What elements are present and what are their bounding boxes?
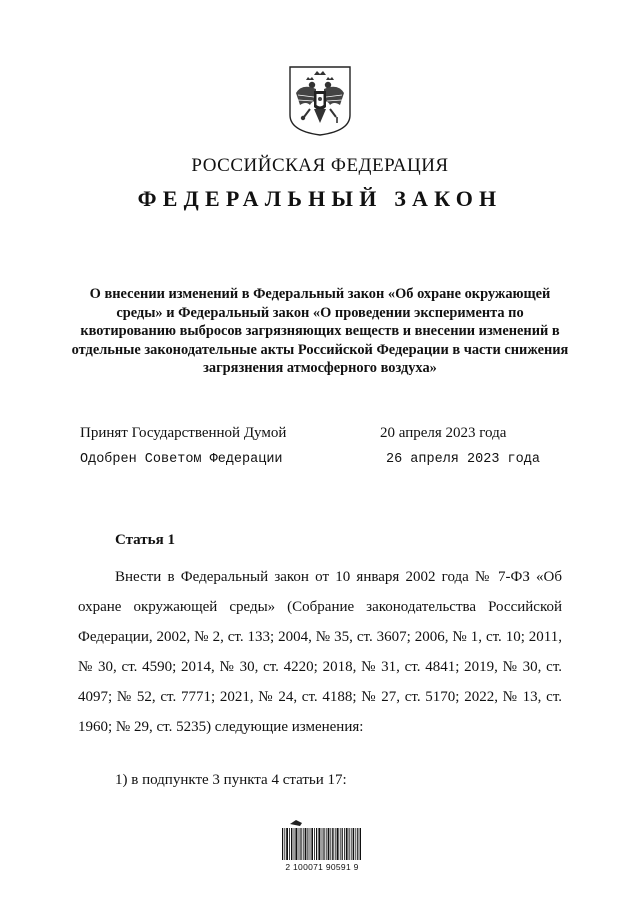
article-paragraph: Внести в Федеральный закон от 10 января 2002 года № 7-ФЗ «Об охране окружающей среды» (Собрание законодательства Российской Федерации, 2002, № 2, ст. 133; 2004, № 35, ст. 3607; 2006, № 1, ст. 10; 2011, № 30, ст. 4590; 2014, № 30, ст. 4220; 2018, № 31, ст. 4841; 2019, № 30, ст. 4097; № 52, ст. 7771; 2021, № 24, ст. 4188; № 27, ст. 5170; 2022, № 13, ст. 1960; № 29, ст. 5235) следующие изменения: <box>78 569 562 735</box>
document-type: ФЕДЕРАЛЬНЫЙ ЗАКОН <box>137 186 503 211</box>
adoption-label: Принят Государственной Думой <box>80 425 287 441</box>
russian-coat-of-arms-icon <box>288 65 352 137</box>
law-title: О внесении изменений в Федеральный закон «Об охране окружающей среды» и Федеральный закон «О проведении эксперимента по квотированию выбросов загрязняющих веществ и внесении изменений в отдельные законодательные акты Российской Федерации в части снижения загрязнения атмосферного воздуха» <box>71 286 569 376</box>
barcode-number: 2 100071 90591 9 <box>285 862 359 872</box>
adoption-label: Одобрен Советом Федерации <box>80 452 283 467</box>
adoption-date: 20 апреля 2023 года <box>380 425 507 441</box>
article-item: 1) в подпункте 3 пункта 4 статьи 17: <box>115 772 347 788</box>
adoption-date: 26 апреля 2023 года <box>386 452 540 467</box>
article-heading: Статья 1 <box>115 532 175 548</box>
country-name: РОССИЙСКАЯ ФЕДЕРАЦИЯ <box>191 155 449 176</box>
